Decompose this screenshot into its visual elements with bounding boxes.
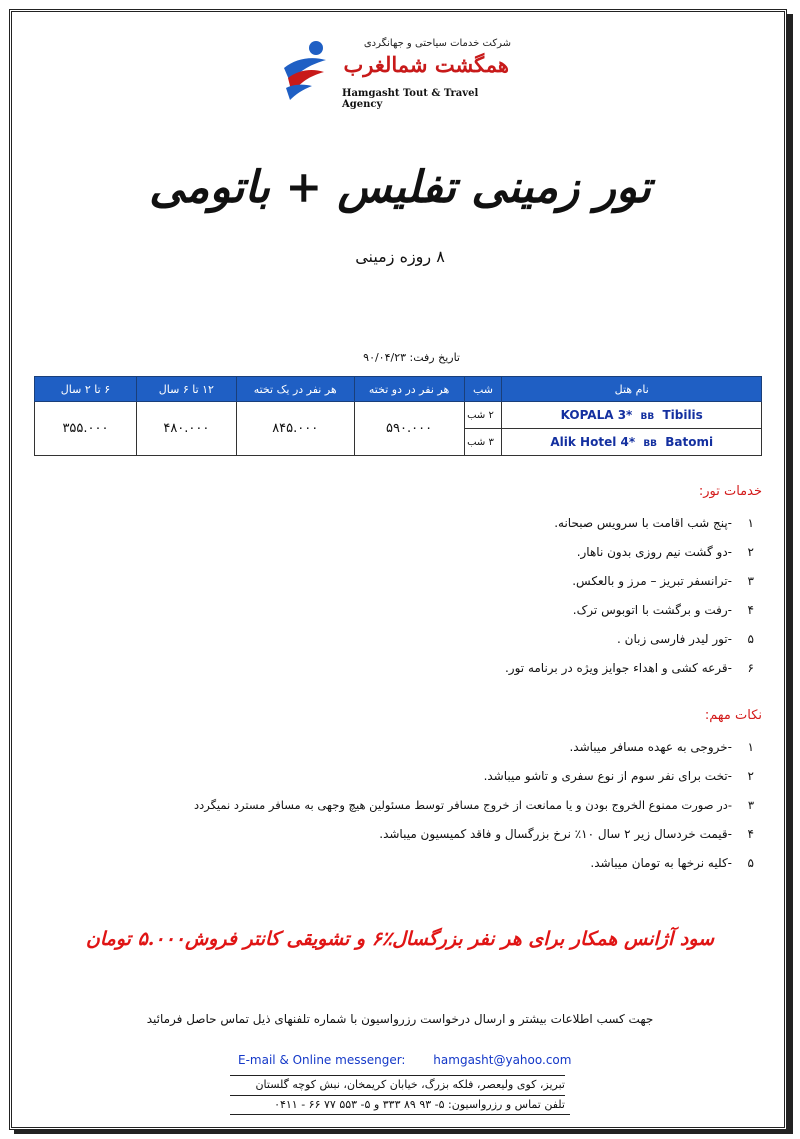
notes-list <box>194 733 754 878</box>
board-type: BB <box>643 439 658 449</box>
price-child-6-12: ۴۸۰.۰۰۰ <box>136 402 236 456</box>
email-address[interactable]: hamgasht@yahoo.com <box>433 1053 572 1067</box>
email-label: E-mail & Online messenger: <box>238 1053 406 1067</box>
address: تبریز، کوی ولیعصر، فلکه بزرگ، خیابان کریمخان، نبش کوچه گلستان <box>230 1075 565 1091</box>
hotel-name: Alik Hotel 4* <box>550 435 636 449</box>
hotel-city: Tibilis <box>662 408 703 422</box>
item-number: ۲ <box>747 545 754 559</box>
item-number: ۱ <box>747 516 754 530</box>
departure-date: تاریخ رفت: ۹۰/۰۴/۲۳ <box>363 351 460 364</box>
list-item <box>194 733 754 762</box>
list-item <box>505 596 754 625</box>
header-child-2-6: ۶ تا ۲ سال <box>35 377 137 402</box>
services-list <box>505 509 754 683</box>
item-text: -پنج شب اقامت با سرویس صبحانه. <box>554 516 732 530</box>
item-text: -خروجی به عهده مسافر میباشد. <box>569 740 732 754</box>
agency-logo <box>280 36 515 110</box>
header-child-6-12: ۱۲ تا ۶ سال <box>136 377 236 402</box>
bird-logo-icon <box>282 38 330 102</box>
hotel-name: KOPALA 3* <box>560 408 633 422</box>
agency-commission-promo: سود آژانس همکار برای هر نفر بزرگسال٪۶ و تشویقی کانتر فروش۵.۰۰۰ تومان <box>85 928 715 950</box>
nights-cell: ۳ شب <box>464 429 502 456</box>
list-item <box>194 849 754 878</box>
item-number: ۳ <box>747 798 754 812</box>
contact-note: جهت کسب اطلاعات بیشتر و ارسال درخواست رزرواسیون با شماره تلفنهای ذیل تماس حاصل فرمائید <box>146 1012 654 1026</box>
item-text: -قیمت خردسال زیر ۲ سال ۱۰٪ نرخ بزرگسال و فاقد کمیسیون میباشد. <box>379 827 732 841</box>
tour-title: تور زمینی تفلیس + باتومی <box>149 162 651 213</box>
header-double: هر نفر در دو تخته <box>354 377 464 402</box>
notes-title: نکات مهم: <box>704 708 762 723</box>
divider <box>230 1114 570 1115</box>
agency-name: همگشت شمالغرب <box>343 52 509 77</box>
price-single: ۸۴۵.۰۰۰ <box>236 402 354 456</box>
nights-cell: ۲ شب <box>464 402 502 429</box>
item-text: -قرعه کشی و اهداء جوایز ویژه در برنامه تور. <box>504 661 732 675</box>
item-text: -ترانسفر تبریز – مرز و بالعکس. <box>572 574 732 588</box>
list-item <box>505 538 754 567</box>
item-text: -تور لیدر فارسی زبان . <box>617 632 732 646</box>
price-child-2-6: ۳۵۵.۰۰۰ <box>35 402 137 456</box>
item-number: ۶ <box>747 661 754 675</box>
item-text: -تخت برای نفر سوم از نوع سفری و تاشو میباشد. <box>483 769 732 783</box>
item-number: ۲ <box>747 769 754 783</box>
header-nights: شب <box>464 377 502 402</box>
list-item <box>194 820 754 849</box>
email-line <box>238 1053 571 1067</box>
item-number: ۴ <box>747 603 754 617</box>
tour-duration: ۸ روزه زمینی <box>355 247 445 266</box>
item-number: ۴ <box>747 827 754 841</box>
hotel-cell <box>502 429 762 456</box>
list-item <box>505 567 754 596</box>
agency-subtitle: شرکت خدمات سیاحتی و جهانگردی <box>363 38 511 49</box>
item-text: -دو گشت نیم روزی بدون ناهار. <box>576 545 732 559</box>
page-shadow-bottom <box>14 1129 793 1134</box>
header-hotel: نام هتل <box>502 377 762 402</box>
item-number: ۳ <box>747 574 754 588</box>
phone-numbers: تلفن تماس و رزرواسیون: ۵- ۹۳ ۸۹ ۳۳۳ و ۵- ۵۵۳ ۷۷ ۶۶ - ۰۴۱۱ <box>230 1095 565 1111</box>
item-number: ۵ <box>747 632 754 646</box>
price-table <box>34 376 762 456</box>
header-single: هر نفر در یک تخته <box>236 377 354 402</box>
item-number: ۱ <box>747 740 754 754</box>
item-text: -در صورت ممنوع الخروج بودن و یا ممانعت از خروج مسافر توسط مسئولین هیچ وجهی به مسافر مسترد نمیگردد <box>193 798 732 812</box>
board-type: BB <box>640 412 655 422</box>
item-text: -رفت و برگشت با اتوبوس ترک. <box>572 603 732 617</box>
list-item <box>194 791 754 820</box>
item-number: ۵ <box>747 856 754 870</box>
list-item <box>505 509 754 538</box>
hotel-cell <box>502 402 762 429</box>
hotel-city: Batomi <box>665 435 714 449</box>
services-title: خدمات تور: <box>698 484 762 499</box>
price-double: ۵۹۰.۰۰۰ <box>354 402 464 456</box>
table-row <box>35 402 762 429</box>
item-text: -کلیه نرخها به تومان میباشد. <box>590 856 732 870</box>
table-header-row <box>35 377 762 402</box>
agency-name-en: Hamgasht Tout & Travel Agency <box>342 88 479 110</box>
list-item <box>194 762 754 791</box>
list-item <box>505 625 754 654</box>
list-item <box>505 654 754 683</box>
